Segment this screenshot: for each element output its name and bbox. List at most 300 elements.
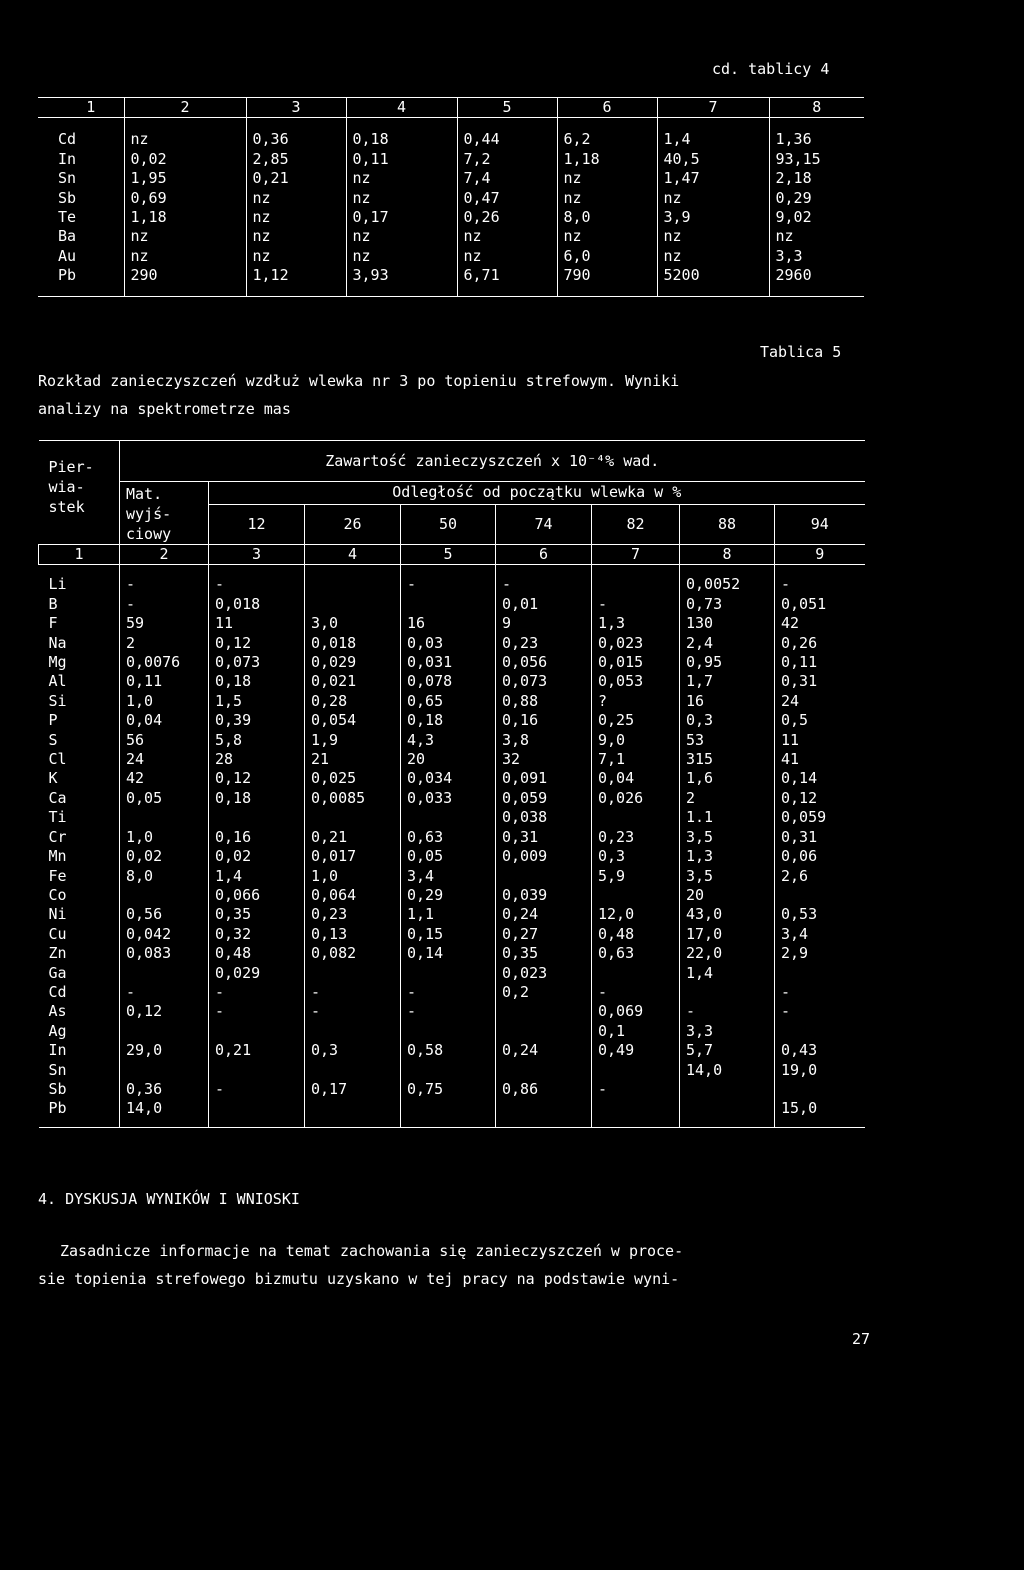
value-cell — [120, 964, 209, 983]
value-cell — [775, 1080, 865, 1099]
value-cell — [592, 964, 680, 983]
table-row — [39, 944, 865, 963]
value-cell: 0,36 — [246, 118, 346, 150]
value-cell: 14,0 — [680, 1061, 775, 1080]
value-cell: 0,023 — [592, 634, 680, 653]
value-cell: ? — [592, 692, 680, 711]
column-number: 7 — [592, 545, 680, 565]
value-cell: 1,0 — [120, 828, 209, 847]
element-cell: Si — [48, 691, 67, 710]
value-cell: 1,5 — [209, 692, 305, 711]
value-cell: 0,3 — [592, 847, 680, 866]
value-cell: 1,0 — [120, 692, 209, 711]
element-cell: Ni — [48, 905, 67, 924]
value-cell — [401, 808, 496, 827]
value-cell: - — [775, 565, 865, 595]
value-cell: 41 — [775, 750, 865, 769]
table-5-caption-line2: analizy na spektrometrze mas — [38, 400, 291, 418]
value-cell: 0,017 — [305, 847, 401, 866]
value-cell: 0,038 — [496, 808, 592, 827]
value-cell: 0,053 — [592, 672, 680, 691]
table-row — [39, 1080, 865, 1099]
element-cell: Sb — [58, 188, 77, 207]
value-cell — [401, 1061, 496, 1080]
value-cell: 0,04 — [120, 711, 209, 730]
value-cell: 0,015 — [592, 653, 680, 672]
value-cell: 2,9 — [775, 944, 865, 963]
value-cell: nz — [557, 189, 657, 208]
value-cell: 0,3 — [680, 711, 775, 730]
value-cell: 16 — [680, 692, 775, 711]
value-cell: 0,15 — [401, 925, 496, 944]
value-cell: 5200 — [657, 266, 769, 296]
value-cell: - — [120, 565, 209, 595]
value-cell: 0,023 — [496, 964, 592, 983]
value-cell: - — [680, 1002, 775, 1021]
value-cell: 0,083 — [120, 944, 209, 963]
value-cell: nz — [769, 227, 864, 246]
table-row — [39, 692, 865, 711]
table-row — [38, 227, 864, 246]
header-material: Mat. wyjś- ciowy — [120, 482, 209, 545]
distance-header: 12 — [209, 505, 305, 545]
element-cell: Au — [58, 246, 77, 265]
value-cell: 0,091 — [496, 769, 592, 788]
value-cell: 0,5 — [775, 711, 865, 730]
value-cell: nz — [124, 247, 246, 266]
value-cell — [680, 1099, 775, 1127]
value-cell: 5,7 — [680, 1041, 775, 1060]
value-cell — [209, 808, 305, 827]
value-cell: 0,63 — [401, 828, 496, 847]
value-cell: 5,9 — [592, 867, 680, 886]
value-cell: - — [209, 565, 305, 595]
value-cell: 0,23 — [496, 634, 592, 653]
table-row — [39, 867, 865, 886]
element-cell: Mg — [48, 653, 67, 672]
value-cell: 7,1 — [592, 750, 680, 769]
value-cell: 130 — [680, 614, 775, 633]
value-cell: 7,4 — [457, 169, 557, 188]
value-cell: 0,025 — [305, 769, 401, 788]
value-cell: 2,85 — [246, 150, 346, 169]
value-cell: nz — [246, 189, 346, 208]
value-cell: nz — [346, 227, 457, 246]
value-cell: 16 — [401, 614, 496, 633]
column-number: 9 — [775, 545, 865, 565]
value-cell: 0,031 — [401, 653, 496, 672]
value-cell: 0,65 — [401, 692, 496, 711]
distance-header: 88 — [680, 505, 775, 545]
value-cell — [496, 1099, 592, 1127]
table-row — [39, 1002, 865, 1021]
value-cell: 0,14 — [775, 769, 865, 788]
table-row — [38, 247, 864, 266]
element-cell: B — [48, 594, 58, 613]
value-cell — [120, 808, 209, 827]
value-cell — [496, 867, 592, 886]
value-cell: 3,5 — [680, 867, 775, 886]
value-cell: nz — [457, 247, 557, 266]
column-header: 7 — [657, 98, 769, 118]
value-cell: 0,033 — [401, 789, 496, 808]
value-cell: 0,03 — [401, 634, 496, 653]
value-cell: nz — [246, 227, 346, 246]
value-cell: - — [592, 1080, 680, 1099]
value-cell: 0,064 — [305, 886, 401, 905]
value-cell — [592, 1061, 680, 1080]
column-number: 2 — [120, 545, 209, 565]
element-cell: Cd — [48, 982, 67, 1001]
value-cell — [120, 1022, 209, 1041]
value-cell: 0,86 — [496, 1080, 592, 1099]
value-cell: 1,6 — [680, 769, 775, 788]
column-header: 3 — [246, 98, 346, 118]
section-heading: 4. DYSKUSJA WYNIKÓW I WNIOSKI — [38, 1190, 300, 1208]
value-cell: 1,7 — [680, 672, 775, 691]
value-cell: nz — [246, 247, 346, 266]
value-cell: 790 — [557, 266, 657, 296]
distance-header: 94 — [775, 505, 865, 545]
value-cell: nz — [657, 227, 769, 246]
value-cell: 3,3 — [769, 247, 864, 266]
value-cell — [305, 1022, 401, 1041]
value-cell: 0,23 — [305, 905, 401, 924]
element-cell: Cd — [58, 130, 77, 149]
header-content: Zawartość zanieczyszczeń x 10⁻⁴% wad. — [120, 441, 865, 482]
value-cell: 14,0 — [120, 1099, 209, 1127]
value-cell: 0,056 — [496, 653, 592, 672]
value-cell: - — [775, 983, 865, 1002]
value-cell: 0,034 — [401, 769, 496, 788]
table-row — [38, 169, 864, 188]
value-cell — [120, 1061, 209, 1080]
value-cell: 1,3 — [680, 847, 775, 866]
element-cell: Pb — [38, 266, 124, 296]
element-cell: Te — [58, 208, 77, 227]
value-cell — [209, 1099, 305, 1127]
value-cell: 0,49 — [592, 1041, 680, 1060]
value-cell: 2,6 — [775, 867, 865, 886]
value-cell: 0,029 — [209, 964, 305, 983]
value-cell: 0,48 — [592, 925, 680, 944]
element-cell: Ag — [48, 1021, 67, 1040]
element-cell: Cl — [48, 750, 67, 769]
element-cell: Pb — [39, 1099, 120, 1127]
element-cell: Mn — [48, 847, 67, 866]
value-cell: 0,16 — [209, 828, 305, 847]
column-number: 6 — [496, 545, 592, 565]
value-cell — [305, 964, 401, 983]
distance-header: 50 — [401, 505, 496, 545]
value-cell: 11 — [209, 614, 305, 633]
table-row — [39, 983, 865, 1002]
table-row — [38, 118, 864, 150]
value-cell: 0,078 — [401, 672, 496, 691]
value-cell: 0,24 — [496, 905, 592, 924]
table-row — [39, 905, 865, 924]
value-cell: 29,0 — [120, 1041, 209, 1060]
value-cell: 0,018 — [305, 634, 401, 653]
column-header: 1 — [38, 98, 124, 118]
value-cell: 0,12 — [775, 789, 865, 808]
value-cell: 43,0 — [680, 905, 775, 924]
value-cell: 0,01 — [496, 595, 592, 614]
value-cell: 32 — [496, 750, 592, 769]
table-row — [39, 847, 865, 866]
value-cell: 0,69 — [124, 189, 246, 208]
value-cell: 0,04 — [592, 769, 680, 788]
table-row — [39, 595, 865, 614]
element-cell: Ca — [48, 788, 67, 807]
value-cell: 1,12 — [246, 266, 346, 296]
value-cell: 1,4 — [209, 867, 305, 886]
value-cell — [592, 886, 680, 905]
table-row — [39, 653, 865, 672]
value-cell: 1,1 — [401, 905, 496, 924]
value-cell: 2,4 — [680, 634, 775, 653]
value-cell: 0,18 — [209, 672, 305, 691]
table-row — [39, 1099, 865, 1127]
element-cell: Sn — [58, 169, 77, 188]
element-cell: Cu — [48, 924, 67, 943]
table-row — [39, 565, 865, 595]
value-cell: 0,53 — [775, 905, 865, 924]
table-row — [39, 1022, 865, 1041]
value-cell: 0,11 — [120, 672, 209, 691]
value-cell: 0,31 — [496, 828, 592, 847]
value-cell — [305, 595, 401, 614]
value-cell: 0,26 — [775, 634, 865, 653]
value-cell: - — [401, 565, 496, 595]
value-cell: 19,0 — [775, 1061, 865, 1080]
value-cell — [401, 1022, 496, 1041]
value-cell: 0,21 — [246, 169, 346, 188]
column-number: 1 — [39, 545, 120, 565]
distance-header: 26 — [305, 505, 401, 545]
table-row — [39, 731, 865, 750]
value-cell: 20 — [680, 886, 775, 905]
value-cell: 20 — [401, 750, 496, 769]
value-cell: - — [496, 565, 592, 595]
value-cell: 0,95 — [680, 653, 775, 672]
value-cell: 11 — [775, 731, 865, 750]
value-cell — [401, 1099, 496, 1127]
value-cell: 0,059 — [775, 808, 865, 827]
value-cell: 0,0076 — [120, 653, 209, 672]
value-cell — [209, 1061, 305, 1080]
value-cell: 9,02 — [769, 208, 864, 227]
value-cell: 3,4 — [401, 867, 496, 886]
value-cell: 2960 — [769, 266, 864, 296]
value-cell: nz — [457, 227, 557, 246]
column-number: 5 — [401, 545, 496, 565]
value-cell — [401, 595, 496, 614]
value-cell: 0,02 — [120, 847, 209, 866]
table-row — [38, 266, 864, 296]
value-cell — [680, 1080, 775, 1099]
value-cell: - — [592, 983, 680, 1002]
value-cell: 0,042 — [120, 925, 209, 944]
value-cell — [401, 964, 496, 983]
header-distance: Odległość od początku wlewka w % — [209, 482, 865, 505]
element-cell: In — [48, 1041, 67, 1060]
value-cell: 0,12 — [209, 634, 305, 653]
value-cell — [305, 565, 401, 595]
table-row — [39, 808, 865, 827]
value-cell: 0,35 — [496, 944, 592, 963]
table-row — [39, 886, 865, 905]
element-cell: In — [58, 149, 77, 168]
value-cell: 0,43 — [775, 1041, 865, 1060]
value-cell — [209, 1022, 305, 1041]
value-cell: 0,02 — [124, 150, 246, 169]
value-cell: 0,56 — [120, 905, 209, 924]
value-cell: - — [401, 1002, 496, 1021]
value-cell: nz — [557, 227, 657, 246]
value-cell — [592, 808, 680, 827]
value-cell — [305, 1099, 401, 1127]
value-cell: 0,47 — [457, 189, 557, 208]
value-cell: 5,8 — [209, 731, 305, 750]
value-cell: 0,31 — [775, 672, 865, 691]
value-cell: 0,021 — [305, 672, 401, 691]
element-cell: Al — [48, 672, 67, 691]
value-cell: 0,069 — [592, 1002, 680, 1021]
value-cell: 40,5 — [657, 150, 769, 169]
value-cell: - — [209, 1002, 305, 1021]
element-cell: Ga — [48, 963, 67, 982]
value-cell: 0,88 — [496, 692, 592, 711]
value-cell: 3,9 — [657, 208, 769, 227]
value-cell: - — [305, 983, 401, 1002]
value-cell: 3,93 — [346, 266, 457, 296]
value-cell: 0,05 — [401, 847, 496, 866]
value-cell: 6,2 — [557, 118, 657, 150]
table-5 — [38, 440, 865, 1128]
value-cell: 8,0 — [557, 208, 657, 227]
value-cell: 1,4 — [657, 118, 769, 150]
element-cell: F — [48, 614, 58, 633]
value-cell: 0,1 — [592, 1022, 680, 1041]
value-cell: 0,75 — [401, 1080, 496, 1099]
value-cell: 0,36 — [120, 1080, 209, 1099]
value-cell — [592, 565, 680, 595]
table-row — [39, 1061, 865, 1080]
value-cell: 3,0 — [305, 614, 401, 633]
value-cell: 9 — [496, 614, 592, 633]
value-cell: 2 — [680, 789, 775, 808]
table-5-caption-line1: Rozkład zanieczyszczeń wzdłuż wlewka nr 3 po topieniu strefowym. Wyniki — [38, 372, 680, 390]
value-cell: 3,3 — [680, 1022, 775, 1041]
value-cell: 3,8 — [496, 731, 592, 750]
value-cell: 0,3 — [305, 1041, 401, 1060]
value-cell: 0,059 — [496, 789, 592, 808]
value-cell: 0,39 — [209, 711, 305, 730]
value-cell: 8,0 — [120, 867, 209, 886]
value-cell — [680, 983, 775, 1002]
value-cell: 0,02 — [209, 847, 305, 866]
value-cell: 0,32 — [209, 925, 305, 944]
value-cell: 2 — [120, 634, 209, 653]
value-cell: 0,27 — [496, 925, 592, 944]
value-cell: 0,018 — [209, 595, 305, 614]
element-cell: Sn — [48, 1060, 67, 1079]
value-cell: nz — [246, 208, 346, 227]
value-cell: 1,0 — [305, 867, 401, 886]
value-cell: 7,2 — [457, 150, 557, 169]
value-cell: 0,13 — [305, 925, 401, 944]
value-cell: - — [209, 983, 305, 1002]
value-cell — [496, 1002, 592, 1021]
table-row — [38, 150, 864, 169]
table-row — [39, 711, 865, 730]
value-cell: 22,0 — [680, 944, 775, 963]
table-row — [38, 189, 864, 208]
value-cell: 0,054 — [305, 711, 401, 730]
table-row — [39, 964, 865, 983]
element-cell: Li — [48, 575, 67, 594]
table-4 — [38, 97, 864, 297]
value-cell: 0,17 — [346, 208, 457, 227]
value-cell — [496, 1022, 592, 1041]
value-cell: 53 — [680, 731, 775, 750]
value-cell: 0,26 — [457, 208, 557, 227]
value-cell: 0,073 — [496, 672, 592, 691]
value-cell: 3,4 — [775, 925, 865, 944]
continuation-label: cd. tablicy 4 — [712, 60, 830, 78]
value-cell: 9,0 — [592, 731, 680, 750]
value-cell: 0,029 — [305, 653, 401, 672]
value-cell: 1,9 — [305, 731, 401, 750]
value-cell — [775, 1022, 865, 1041]
value-cell: 0,29 — [401, 886, 496, 905]
value-cell: 21 — [305, 750, 401, 769]
value-cell: - — [775, 1002, 865, 1021]
value-cell: 1,36 — [769, 118, 864, 150]
value-cell: 0,0085 — [305, 789, 401, 808]
column-header: 6 — [557, 98, 657, 118]
column-number: 3 — [209, 545, 305, 565]
value-cell: 0,24 — [496, 1041, 592, 1060]
value-cell: 0,48 — [209, 944, 305, 963]
value-cell: 0,16 — [496, 711, 592, 730]
element-cell: As — [48, 1002, 67, 1021]
element-cell: Sb — [48, 1079, 67, 1098]
value-cell: nz — [124, 227, 246, 246]
value-cell: 56 — [120, 731, 209, 750]
value-cell: 0,63 — [592, 944, 680, 963]
value-cell: 0,009 — [496, 847, 592, 866]
value-cell: 0,18 — [346, 118, 457, 150]
element-cell: Zn — [48, 944, 67, 963]
value-cell: 2,18 — [769, 169, 864, 188]
value-cell: 0,58 — [401, 1041, 496, 1060]
value-cell: nz — [657, 247, 769, 266]
value-cell: nz — [346, 169, 457, 188]
value-cell: 0,11 — [346, 150, 457, 169]
paragraph-line2: sie topienia strefowego bizmutu uzyskano w tej pracy na podstawie wyni- — [38, 1270, 680, 1288]
value-cell: 0,17 — [305, 1080, 401, 1099]
table-row — [39, 672, 865, 691]
value-cell: 0,21 — [305, 828, 401, 847]
element-cell: S — [48, 730, 58, 749]
value-cell: 24 — [120, 750, 209, 769]
element-cell: Cr — [48, 827, 67, 846]
value-cell: 0,039 — [496, 886, 592, 905]
value-cell: 0,25 — [592, 711, 680, 730]
value-cell: 12,0 — [592, 905, 680, 924]
